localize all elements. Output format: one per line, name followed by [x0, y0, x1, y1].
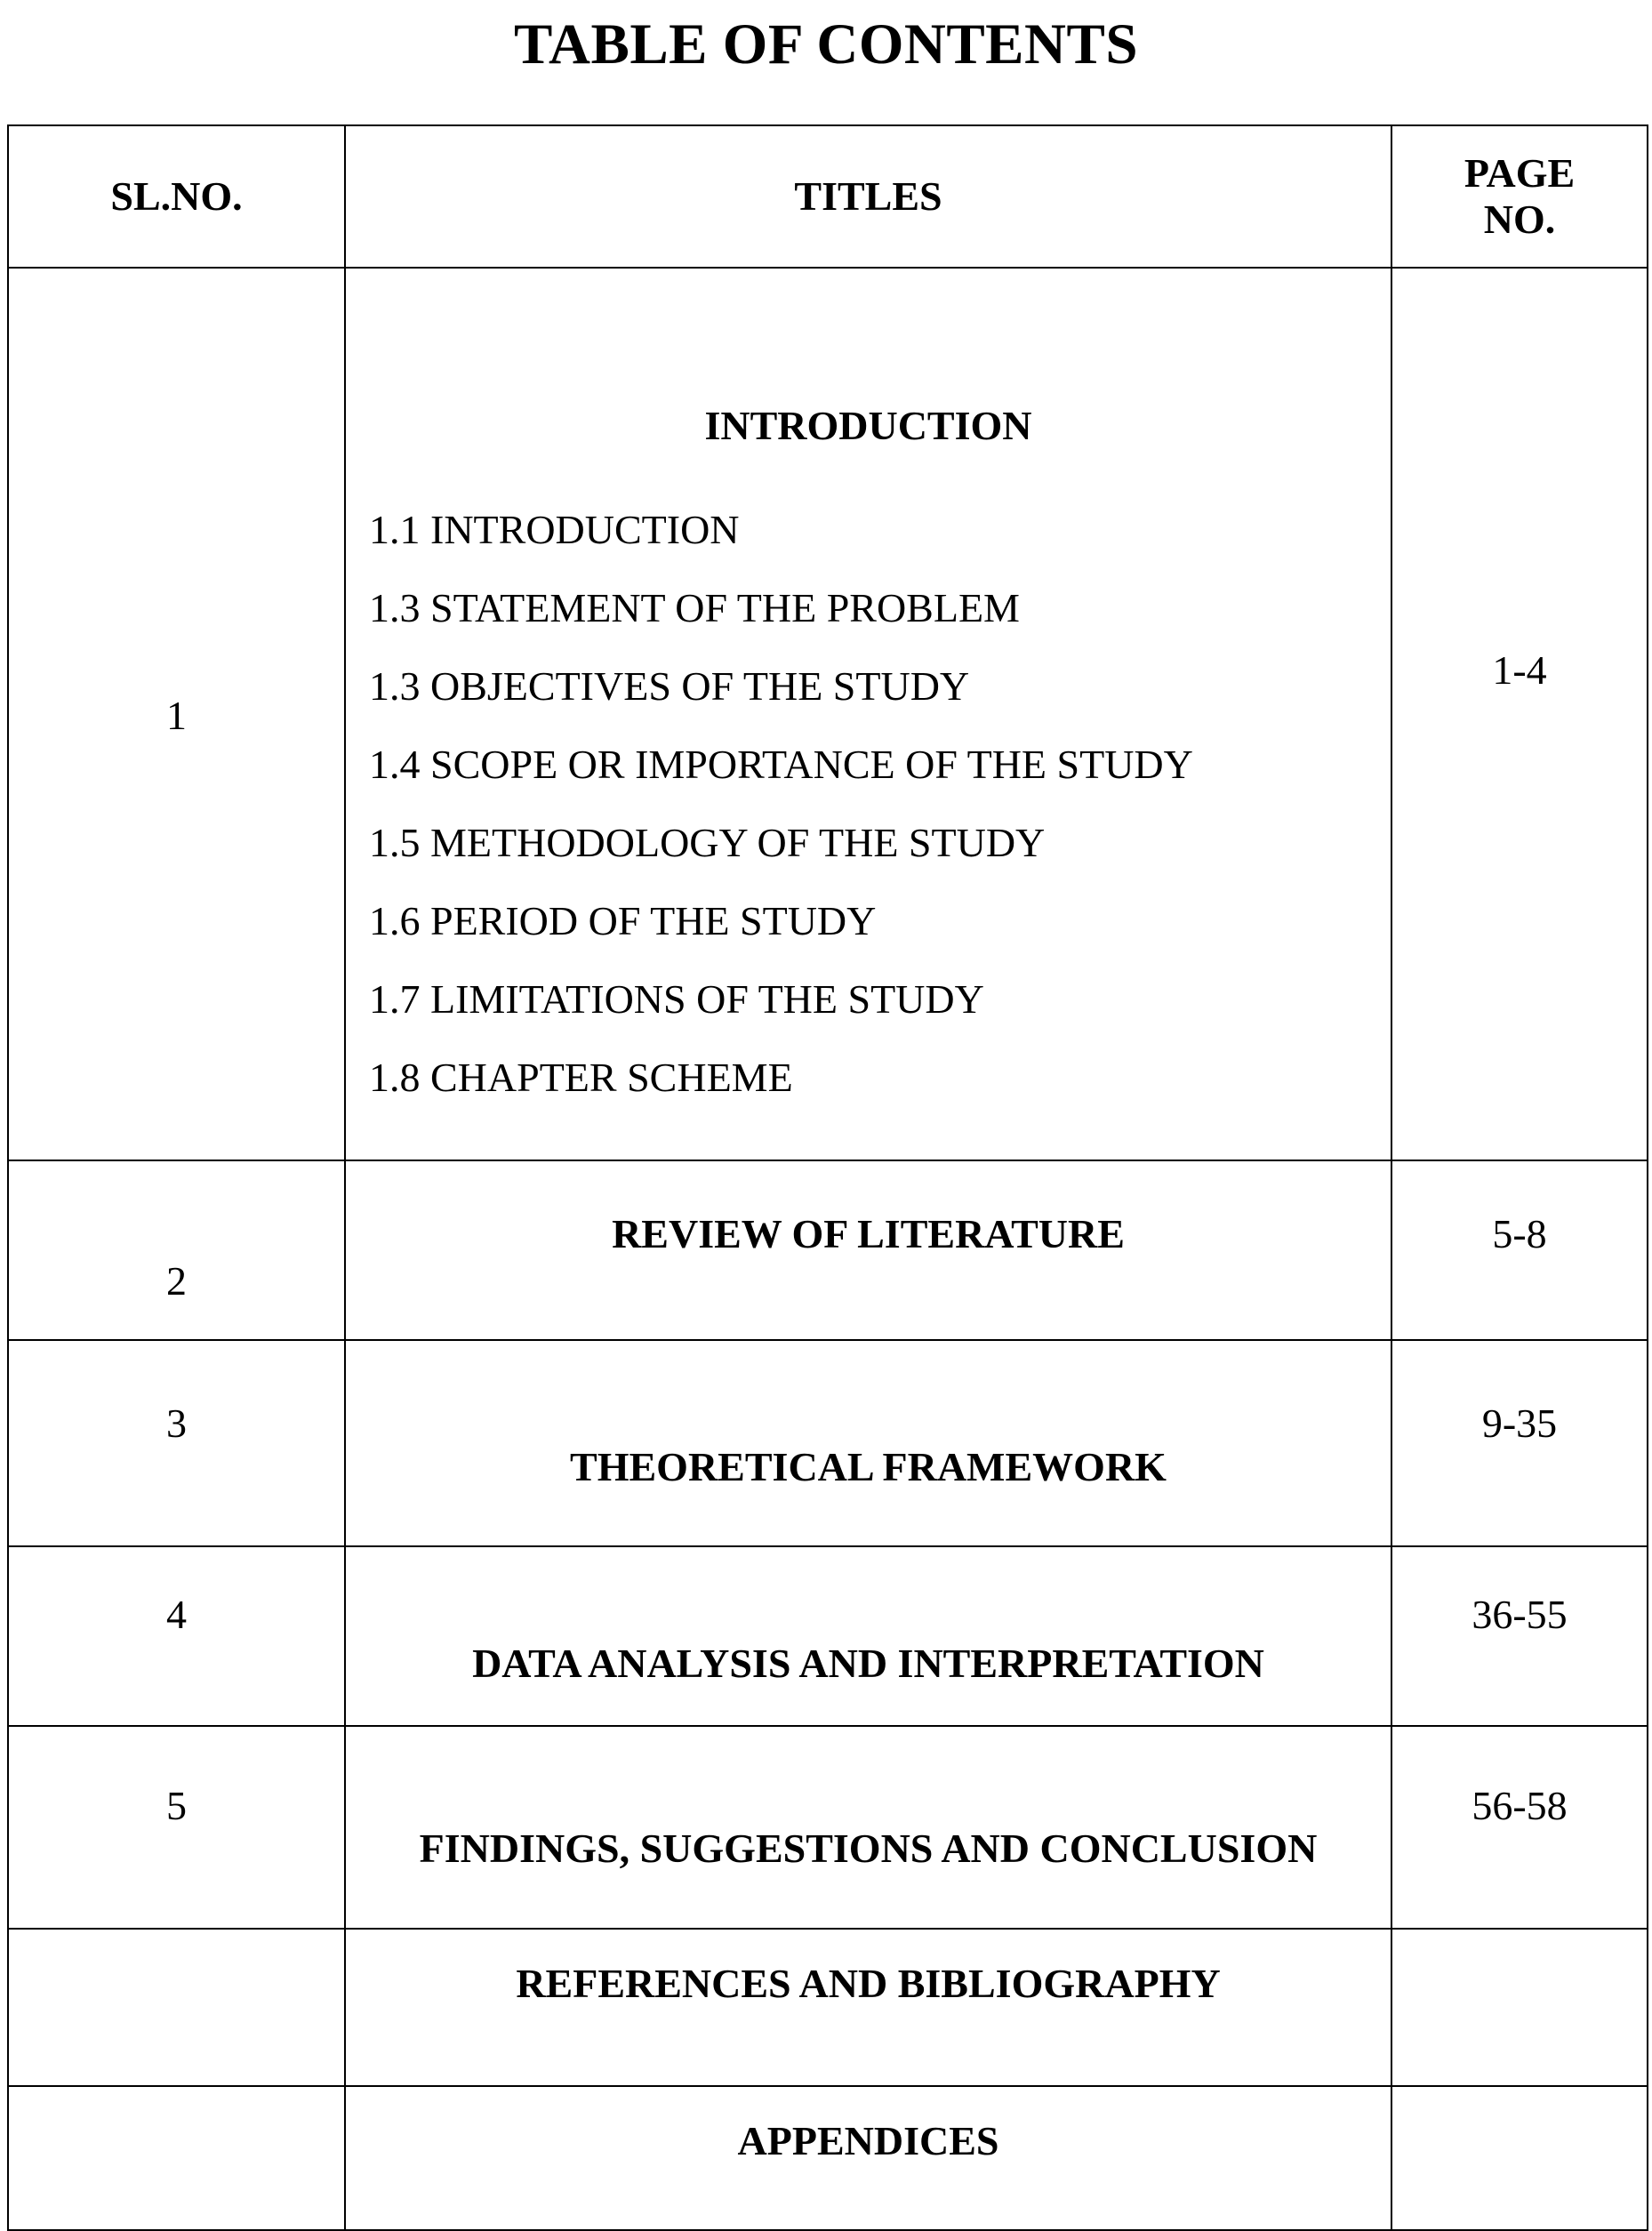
list-item: 1.7 LIMITATIONS OF THE STUDY	[369, 976, 984, 1022]
row-3-page: 9-35	[1481, 1400, 1558, 1446]
row-3-title-cell	[345, 1340, 1391, 1546]
row-3-title: THEORETICAL FRAMEWORK	[570, 1444, 1167, 1489]
row-2-sl-cell	[8, 1160, 345, 1340]
row-6-sl-cell	[8, 1929, 345, 2086]
row-5-sl-cell	[8, 1726, 345, 1929]
row-4-title-cell	[345, 1546, 1391, 1726]
header-titles: TITLES	[345, 125, 1391, 268]
row-5-sl-no: 5	[166, 1783, 187, 1828]
header-page-no-line2: NO.	[1483, 197, 1556, 242]
row-2-title: REVIEW OF LITERATURE	[612, 1211, 1125, 1256]
row-4-page: 36-55	[1472, 1592, 1568, 1637]
row-5-title-cell	[345, 1726, 1391, 1929]
row-1-subitems	[369, 491, 1193, 1117]
row-1-title: INTRODUCTION	[704, 403, 1032, 448]
list-item: 1.1 INTRODUCTION	[369, 507, 740, 552]
row-2-title-cell	[345, 1160, 1391, 1340]
list-item: 1.6 PERIOD OF THE STUDY	[369, 898, 877, 943]
list-item: 1.5 METHODOLOGY OF THE STUDY	[369, 820, 1046, 865]
row-1-sl-cell	[8, 268, 345, 1160]
row-3-sl-cell	[8, 1340, 345, 1546]
list-item: 1.4 SCOPE OR IMPORTANCE OF THE STUDY	[369, 742, 1193, 787]
row-6-title-cell	[345, 1929, 1391, 2086]
row-5-page-cell	[1391, 1726, 1648, 1929]
table-row	[8, 1340, 1648, 1546]
table-header-row	[8, 125, 1648, 268]
row-2-page: 5-8	[1492, 1211, 1547, 1256]
header-page-no	[1391, 125, 1648, 268]
list-item: 1.3 OBJECTIVES OF THE STUDY	[369, 663, 970, 709]
row-7-sl-cell	[8, 2086, 345, 2230]
row-7-title-cell	[345, 2086, 1391, 2230]
toc-table	[7, 124, 1648, 2231]
row-4-title: DATA ANALYSIS AND INTERPRETATION	[472, 1641, 1264, 1686]
header-sl-no: SL.NO.	[8, 125, 345, 268]
row-5-page: 56-58	[1472, 1783, 1568, 1828]
table-row	[8, 268, 1648, 1160]
table-row	[8, 1929, 1648, 2086]
header-page-no-line1: PAGE	[1464, 150, 1576, 196]
row-4-sl-cell	[8, 1546, 345, 1726]
row-3-sl-no: 3	[166, 1400, 187, 1446]
row-1-page-cell	[1391, 268, 1648, 1160]
row-2-sl-no: 2	[166, 1258, 187, 1304]
row-1-page: 1-4	[1492, 647, 1547, 693]
table-row	[8, 1546, 1648, 1726]
row-2-page-cell	[1391, 1160, 1648, 1340]
table-row	[8, 2086, 1648, 2230]
row-1-title-cell	[345, 268, 1391, 1160]
row-4-sl-no: 4	[166, 1592, 187, 1637]
list-item: 1.3 STATEMENT OF THE PROBLEM	[369, 585, 1020, 630]
list-item: 1.8 CHAPTER SCHEME	[369, 1055, 793, 1100]
row-5-title: FINDINGS, SUGGESTIONS AND CONCLUSION	[419, 1826, 1318, 1871]
table-row	[8, 1726, 1648, 1929]
table-row	[8, 1160, 1648, 1340]
row-6-page-cell	[1391, 1929, 1648, 2086]
row-6-title: REFERENCES AND BIBLIOGRAPHY	[516, 1961, 1221, 2006]
page-title: TABLE OF CONTENTS	[514, 12, 1138, 76]
row-7-title: APPENDICES	[737, 2118, 999, 2163]
row-3-page-cell	[1391, 1340, 1648, 1546]
row-4-page-cell	[1391, 1546, 1648, 1726]
row-1-sl-no: 1	[166, 693, 187, 738]
row-7-page-cell	[1391, 2086, 1648, 2230]
